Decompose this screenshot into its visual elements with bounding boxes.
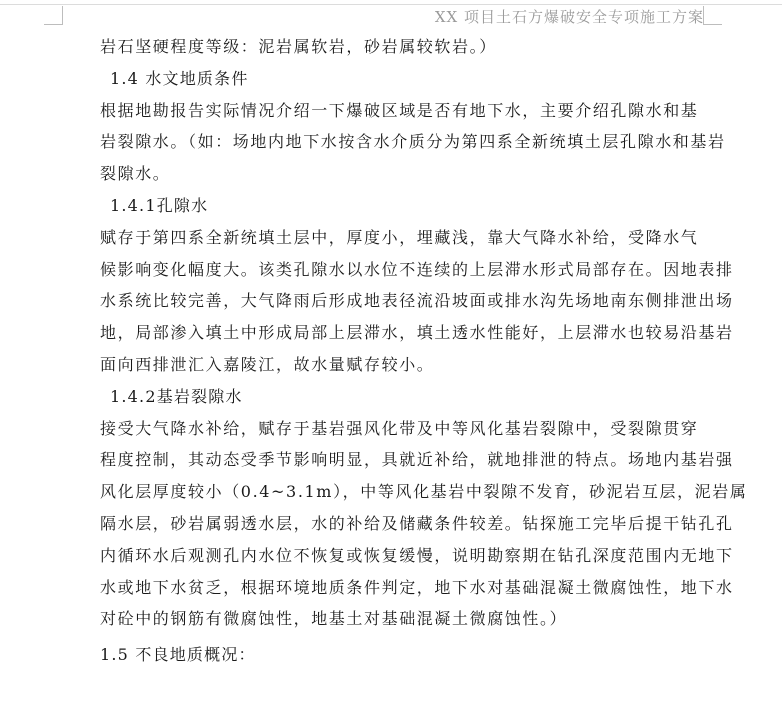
text-line: 岩裂隙水。（如：场地内地下水按含水介质分为第四系全新统填土层孔隙水和基岩 <box>100 132 726 152</box>
text-line: 隔水层，砂岩属弱透水层，水的补给及储藏条件较差。钻探施工完毕后提干钻孔孔 <box>100 513 734 533</box>
text-line: 水或地下水贫乏，根据环境地质条件判定，地下水对基础混凝土微腐蚀性，地下水 <box>100 577 734 597</box>
section-heading: 1.4 水文地质条件 <box>110 68 249 88</box>
text-line: 根据地勘报告实际情况介绍一下爆破区域是否有地下水，主要介绍孔隙水和基 <box>100 100 699 120</box>
text-line: 赋存于第四系全新统填土层中，厚度小，埋藏浅，靠大气降水补给，受降水气 <box>100 227 699 247</box>
text-line: 地，局部渗入填土中形成局部上层滞水，填土透水性能好，上层滞水也较易沿基岩 <box>100 323 734 343</box>
document-body <box>100 31 748 671</box>
subsection-heading: 1.4.2基岩裂隙水 <box>110 386 243 406</box>
text-line: 面向西排泄汇入嘉陵江，故水量赋存较小。 <box>100 354 435 374</box>
text-line: 内循环水后观测孔内水位不恢复或恢复缓慢，说明勘察期在钻孔深度范围内无地下 <box>100 545 734 565</box>
margin-corner-mark-left <box>44 6 63 25</box>
text-line: 裂隙水。 <box>100 164 171 184</box>
text-line: 水系统比较完善，大气降雨后形成地表径流沿坡面或排水沟先场地南东侧排泄出场 <box>100 291 734 311</box>
text-line: 候影响变化幅度大。该类孔隙水以水位不连续的上层滞水形式局部存在。因地表排 <box>100 259 734 279</box>
running-header-title: XX 项目土石方爆破安全专项施工方案 <box>434 8 704 26</box>
text-line: 程度控制，其动态受季节影响明显，具就近补给，就地排泄的特点。场地内基岩强 <box>100 450 734 470</box>
text-line: 岩石坚硬程度等级：泥岩属软岩，砂岩属较软岩。） <box>100 37 497 56</box>
text-line: 对砼中的钢筋有微腐蚀性，地基土对基础混凝土微腐蚀性。） <box>100 609 568 629</box>
margin-corner-mark-right <box>703 6 722 25</box>
subsection-heading: 1.4.1孔隙水 <box>110 195 209 215</box>
text-line: 接受大气降水补给，赋存于基岩强风化带及中等风化基岩裂隙中，受裂隙贯穿 <box>100 418 699 438</box>
section-heading: 1.5 不良地质概况： <box>100 645 256 665</box>
text-line: 风化层厚度较小（0.4~3.1m），中等风化基岩中裂隙不发育，砂泥岩互层，泥岩属 <box>100 482 748 502</box>
header-rule <box>0 0 782 5</box>
